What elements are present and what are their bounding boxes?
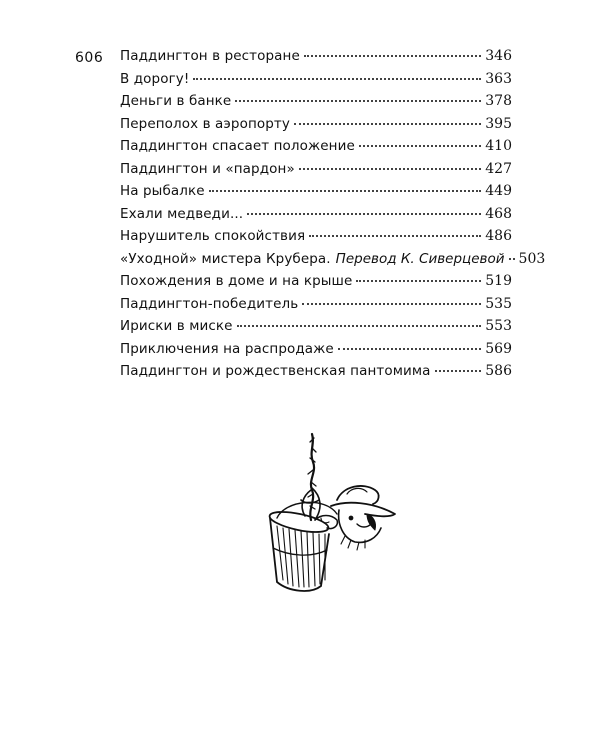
toc-entry-page: 395 <box>485 115 512 132</box>
dot-leader <box>309 235 481 237</box>
dot-leader <box>304 55 481 57</box>
toc-entry-page: 346 <box>485 48 512 64</box>
toc-entry-title: Паддингтон в ресторане <box>120 48 300 64</box>
toc-entry-translator-credit: Перевод К. Сиверцевой <box>335 250 505 267</box>
dot-leader <box>294 123 481 125</box>
toc-entry <box>120 71 512 94</box>
toc-entry-page: 586 <box>485 363 512 379</box>
toc-entry <box>120 318 512 341</box>
toc-entry-page: 468 <box>485 205 512 222</box>
toc-entry <box>120 341 512 364</box>
toc-entry <box>120 48 512 71</box>
toc-entry-page: 519 <box>485 273 512 289</box>
toc-entry-page: 427 <box>485 160 512 177</box>
toc-entry-title: Паддингтон спасает положение <box>120 138 355 154</box>
toc-entry <box>120 363 512 386</box>
toc-entry-title: Паддингтон-победитель <box>120 295 299 312</box>
page-number: 606 <box>75 50 104 66</box>
toc-entry-title: «Уходной» мистера Крубера. <box>120 250 331 267</box>
toc-entry-page: 553 <box>485 318 512 334</box>
toc-entry-title: Нарушитель спокойствия <box>120 228 306 244</box>
dot-leader <box>235 100 481 102</box>
toc-entry <box>120 116 512 139</box>
toc-entry <box>120 93 512 116</box>
dot-leader <box>359 145 481 147</box>
toc-entry-page: 503 <box>518 250 546 267</box>
toc-entry-page: 449 <box>485 183 512 199</box>
dot-leader <box>237 325 482 327</box>
toc-entry-title: Деньги в банке <box>120 93 232 109</box>
toc-entry <box>120 161 512 184</box>
toc-entry-title: Ехали медведи... <box>120 205 244 222</box>
toc-entry <box>120 206 512 229</box>
toc-entry-title: Похождения в доме и на крыше <box>120 273 353 289</box>
dot-leader <box>302 303 481 305</box>
toc-entry-page: 486 <box>485 228 512 244</box>
toc-entry-title: Переполох в аэропорту <box>120 115 290 132</box>
toc-entry-title: Ириски в миске <box>120 318 233 334</box>
dot-leader <box>509 258 515 260</box>
toc-entry-title: В дорогу! <box>120 70 190 87</box>
dot-leader <box>247 213 481 215</box>
dot-leader <box>338 348 481 350</box>
toc-entry-title: Паддингтон и рождественская пантомима <box>120 363 431 379</box>
toc-entry-title: Приключения на распродаже <box>120 340 334 357</box>
dot-leader <box>299 168 481 170</box>
toc-entry <box>120 138 512 161</box>
toc-entry-page: 535 <box>485 295 512 312</box>
toc-entry <box>120 273 512 296</box>
toc-entry-title: На рыбалке <box>120 183 205 199</box>
dot-leader <box>193 78 481 80</box>
toc-entry <box>120 250 546 274</box>
toc-entry-page: 378 <box>485 93 512 109</box>
toc-entry <box>120 296 512 319</box>
toc-entry <box>120 228 512 251</box>
toc-entry-page: 569 <box>485 340 512 357</box>
dot-leader <box>209 190 482 192</box>
dot-leader <box>356 280 481 282</box>
toc-entry <box>120 183 512 206</box>
paddington-bear-in-hanging-bucket-icon <box>255 430 405 600</box>
table-of-contents <box>120 48 546 386</box>
toc-entry-page: 410 <box>485 138 512 154</box>
dot-leader <box>435 370 482 372</box>
toc-entry-page: 363 <box>485 70 512 87</box>
toc-entry-title: Паддингтон и «пардон» <box>120 160 295 177</box>
